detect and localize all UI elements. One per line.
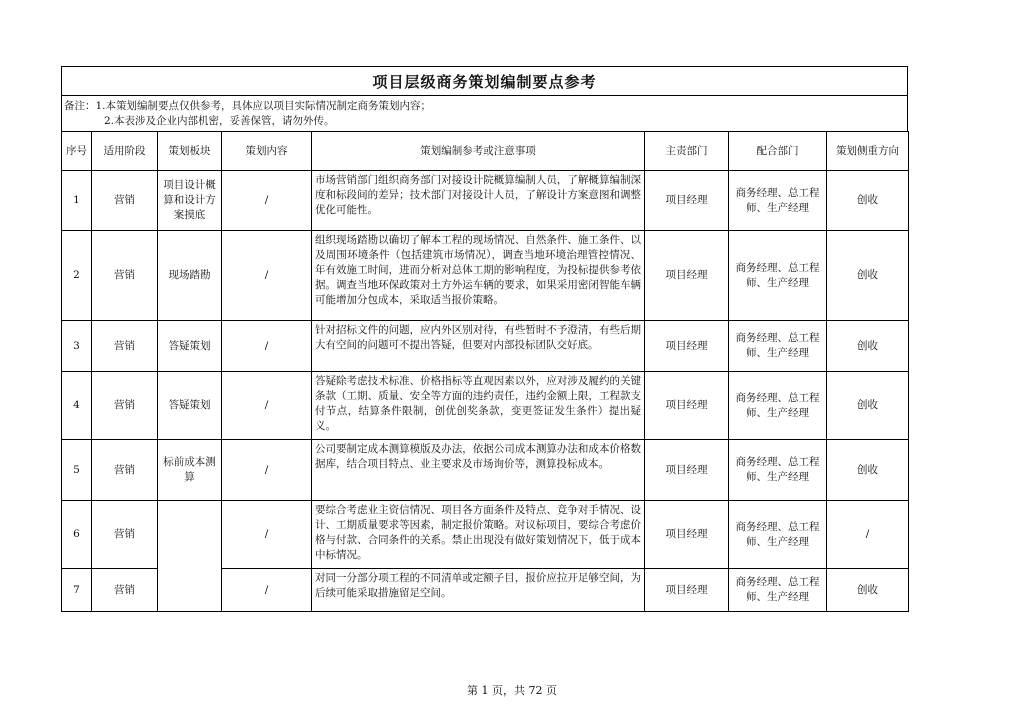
cell-content: / [222, 321, 312, 372]
note-line-2: 2.本表涉及企业内部机密，妥善保管，请勿外传。 [104, 115, 335, 127]
cell-focus: / [827, 501, 909, 569]
cell-block: 答疑策划 [158, 321, 222, 372]
planning-table [61, 131, 909, 612]
cell-stage: 营销 [92, 171, 158, 231]
cell-lead: 项目经理 [645, 569, 729, 612]
cell-block [158, 501, 222, 612]
cell-stage: 营销 [92, 372, 158, 440]
document-title: 项目层级商务策划编制要点参考 [61, 66, 908, 95]
table-row [62, 171, 909, 231]
cell-focus: 创收 [827, 372, 909, 440]
cell-focus: 创收 [827, 171, 909, 231]
header-cell: 策划侧重方向 [827, 132, 909, 171]
cell-notes: 市场营销部门组织商务部门对接设计院概算编制人员，了解概算编制深度和标段间的差异；技术部门对接设计人员，了解设计方案意图和调整优化可能性。 [312, 171, 645, 231]
header-cell: 策划板块 [158, 132, 222, 171]
cell-stage: 营销 [92, 440, 158, 501]
cell-focus: 创收 [827, 231, 909, 321]
cell-support: 商务经理、总工程师、生产经理 [729, 569, 827, 612]
cell-no: 5 [62, 440, 92, 501]
cell-focus: 创收 [827, 440, 909, 501]
cell-content: / [222, 569, 312, 612]
cell-no: 4 [62, 372, 92, 440]
table-row [62, 372, 909, 440]
cell-block: 答疑策划 [158, 372, 222, 440]
table-row [62, 231, 909, 321]
note-line-1: 备注：1.本策划编制要点仅供参考，具体应以项目实际情况制定商务策划内容； [64, 100, 432, 112]
cell-focus: 创收 [827, 569, 909, 612]
cell-support: 商务经理、总工程师、生产经理 [729, 372, 827, 440]
cell-notes: 答疑除考虑技术标准、价格指标等直观因素以外，应对涉及履约的关键条款（工期、质量、安全等方面的违约责任，违约金额上限，工程款支付节点，结算条件限制，创优创奖条款，变更签证发生条件）提出疑义。 [312, 372, 645, 440]
cell-content: / [222, 231, 312, 321]
header-cell: 适用阶段 [92, 132, 158, 171]
cell-notes: 要综合考虑业主资信情况、项目各方面条件及特点、竞争对手情况、设计、工期质量要求等因素，制定报价策略。对议标项目，要综合考虑价格与付款、合同条件的关系。禁止出现没有做好策划情况下，低于成本中标情况。 [312, 501, 645, 569]
cell-stage: 营销 [92, 569, 158, 612]
table-row [62, 440, 909, 501]
cell-notes: 针对招标文件的问题，应内外区别对待，有些暂时不予澄清，有些后期大有空间的问题可不提出答疑，但要对内部投标团队交好底。 [312, 321, 645, 372]
cell-stage: 营销 [92, 501, 158, 569]
cell-lead: 项目经理 [645, 171, 729, 231]
notes-block [61, 95, 908, 131]
cell-content: / [222, 171, 312, 231]
cell-no: 1 [62, 171, 92, 231]
cell-support: 商务经理、总工程师、生产经理 [729, 501, 827, 569]
cell-notes: 公司要制定成本测算模版及办法，依据公司成本测算办法和成本价格数据库，结合项目特点、业主要求及市场询价等，测算投标成本。 [312, 440, 645, 501]
table-row [62, 321, 909, 372]
cell-no: 3 [62, 321, 92, 372]
cell-support: 商务经理、总工程师、生产经理 [729, 440, 827, 501]
cell-notes: 组织现场踏勘以确切了解本工程的现场情况、自然条件、施工条件、以及周围环境条件（包括建筑市场情况），调查当地环境治理管控情况、年有效施工时间，进而分析对总体工期的影响程度，为投标提供参考依据。调查当地环保政策对土方外运车辆的要求，如果采用密闭智能车辆可能增加分包成本，采取适当报价策略。 [312, 231, 645, 321]
cell-support: 商务经理、总工程师、生产经理 [729, 171, 827, 231]
cell-content: / [222, 501, 312, 569]
cell-lead: 项目经理 [645, 231, 729, 321]
header-cell: 主责部门 [645, 132, 729, 171]
cell-block: 项目设计概算和设计方案摸底 [158, 171, 222, 231]
cell-content: / [222, 440, 312, 501]
cell-lead: 项目经理 [645, 321, 729, 372]
cell-no: 7 [62, 569, 92, 612]
cell-no: 6 [62, 501, 92, 569]
table-row [62, 501, 909, 569]
cell-content: / [222, 372, 312, 440]
header-cell: 策划编制参考或注意事项 [312, 132, 645, 171]
cell-block: 现场踏勘 [158, 231, 222, 321]
cell-lead: 项目经理 [645, 440, 729, 501]
header-cell: 配合部门 [729, 132, 827, 171]
cell-lead: 项目经理 [645, 501, 729, 569]
cell-support: 商务经理、总工程师、生产经理 [729, 321, 827, 372]
sheet [61, 66, 908, 612]
page-footer: 第 1 页，共 72 页 [467, 684, 557, 697]
cell-support: 商务经理、总工程师、生产经理 [729, 231, 827, 321]
header-row [62, 132, 909, 171]
cell-focus: 创收 [827, 321, 909, 372]
header-cell: 序号 [62, 132, 92, 171]
cell-stage: 营销 [92, 321, 158, 372]
cell-block: 标前成本测算 [158, 440, 222, 501]
cell-stage: 营销 [92, 231, 158, 321]
header-cell: 策划内容 [222, 132, 312, 171]
cell-lead: 项目经理 [645, 372, 729, 440]
cell-notes: 对同一分部分项工程的不同清单或定额子目，报价应拉开足够空间，为后续可能采取措施留足空间。 [312, 569, 645, 612]
cell-no: 2 [62, 231, 92, 321]
